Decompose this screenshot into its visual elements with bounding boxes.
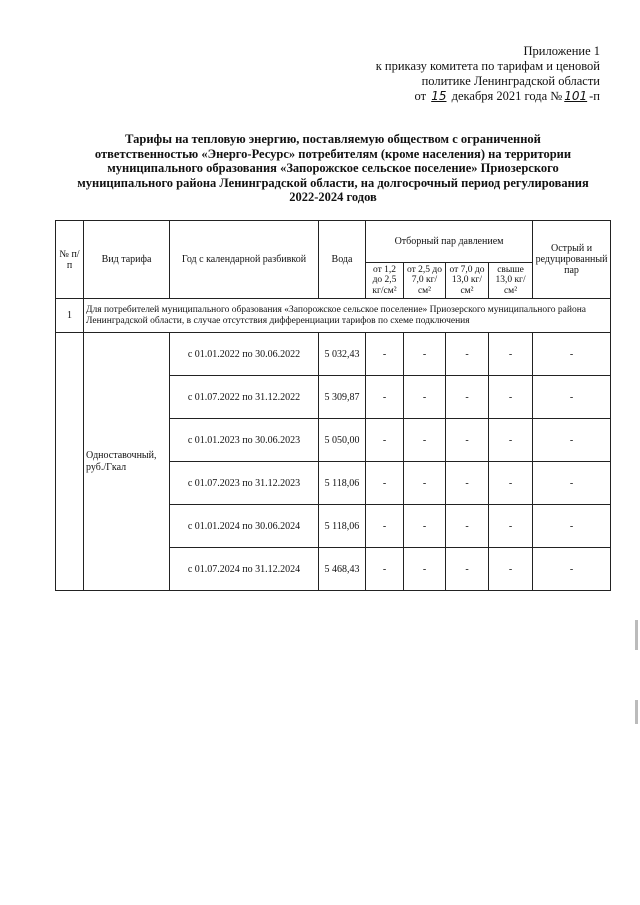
title-line-4: муниципального района Ленинградской области, на долгосрочный период регулирования (77, 175, 589, 190)
annex-date-prefix: от (414, 89, 427, 103)
sharp-steam-cell: - (533, 462, 611, 505)
annex-title: Приложение 1 (523, 44, 600, 58)
steam-1-cell: - (366, 505, 404, 548)
steam-2-cell: - (404, 548, 446, 591)
annex-order-number: 101 (564, 89, 588, 103)
annex-header (330, 44, 600, 104)
header-tariff-type: Вид тарифа (84, 221, 170, 299)
annex-date-middle: декабря 2021 года № (451, 89, 563, 103)
annex-order-ref: к приказу комитета по тарифам и ценовой (375, 59, 600, 73)
steam-4-cell: - (489, 462, 533, 505)
scan-edge-mark (635, 700, 638, 724)
steam-3-cell: - (446, 333, 489, 376)
table-row (56, 333, 611, 376)
title-line-5: 2022-2024 годов (289, 190, 377, 204)
tariffs-table (55, 220, 611, 591)
sharp-steam-cell: - (533, 333, 611, 376)
steam-3-cell: - (446, 548, 489, 591)
period-cell: с 01.01.2024 по 30.06.2024 (170, 505, 319, 548)
period-cell: с 01.07.2024 по 31.12.2024 (170, 548, 319, 591)
period-cell: с 01.01.2022 по 30.06.2022 (170, 333, 319, 376)
steam-4-cell: - (489, 505, 533, 548)
title-line-1: Тарифы на тепловую энергию, поставляемую обществом с ограниченной (125, 132, 541, 146)
steam-4-cell: - (489, 376, 533, 419)
scan-edge-mark (635, 620, 638, 650)
steam-4-cell: - (489, 548, 533, 591)
water-cell: 5 118,06 (319, 505, 366, 548)
header-steam-group: Отборный пар давлением (366, 221, 533, 263)
period-cell: с 01.07.2022 по 31.12.2022 (170, 376, 319, 419)
steam-1-cell: - (366, 419, 404, 462)
title-line-2: ответственностью «Энерго-Ресурс» потребителям (кроме населения) на территории (94, 146, 572, 161)
annex-date-day: 15 (431, 89, 447, 103)
water-cell: 5 468,43 (319, 548, 366, 591)
steam-1-cell: - (366, 333, 404, 376)
steam-2-cell: - (404, 419, 446, 462)
steam-1-cell: - (366, 548, 404, 591)
group-description: Для потребителей муниципального образования «Запорожское сельское поселение» Приозерского муниципального района Ленинградской области, в случае отсутствия дифференциации тарифов по схеме подключения (84, 299, 611, 333)
annex-order-suffix: -п (589, 89, 600, 103)
steam-2-cell: - (404, 376, 446, 419)
tariff-type-cell: Одноставочный, руб./Гкал (84, 333, 170, 591)
water-cell: 5 118,06 (319, 462, 366, 505)
sharp-steam-cell: - (533, 505, 611, 548)
steam-2-cell: - (404, 333, 446, 376)
steam-2-cell: - (404, 462, 446, 505)
water-cell: 5 032,43 (319, 333, 366, 376)
header-steam-2: от 2,5 до 7,0 кг/см² (404, 263, 446, 299)
header-steam-3: от 7,0 до 13,0 кг/см² (446, 263, 489, 299)
sharp-steam-cell: - (533, 419, 611, 462)
header-steam-1: от 1,2 до 2,5 кг/см² (366, 263, 404, 299)
document-title (58, 132, 608, 205)
header-num: № п/п (56, 221, 84, 299)
group-num: 1 (56, 299, 84, 333)
steam-1-cell: - (366, 462, 404, 505)
header-water: Вода (319, 221, 366, 299)
water-cell: 5 309,87 (319, 376, 366, 419)
period-cell: с 01.01.2023 по 30.06.2023 (170, 419, 319, 462)
annex-committee: политике Ленинградской области (421, 74, 600, 88)
steam-3-cell: - (446, 505, 489, 548)
steam-1-cell: - (366, 376, 404, 419)
sharp-steam-cell: - (533, 376, 611, 419)
header-year: Год с календарной разбивкой (170, 221, 319, 299)
header-steam-4: свыше 13,0 кг/см² (489, 263, 533, 299)
steam-4-cell: - (489, 333, 533, 376)
steam-3-cell: - (446, 376, 489, 419)
period-cell: с 01.07.2023 по 31.12.2023 (170, 462, 319, 505)
annex-date (330, 89, 600, 104)
steam-2-cell: - (404, 505, 446, 548)
header-sharp-steam: Острый и редуцированный пар (533, 221, 611, 299)
sharp-steam-cell: - (533, 548, 611, 591)
group-num-spacer (56, 333, 84, 591)
steam-4-cell: - (489, 419, 533, 462)
steam-3-cell: - (446, 462, 489, 505)
steam-3-cell: - (446, 419, 489, 462)
water-cell: 5 050,00 (319, 419, 366, 462)
title-line-3: муниципального образования «Запорожское сельское поселение» Приозерского (107, 161, 559, 175)
